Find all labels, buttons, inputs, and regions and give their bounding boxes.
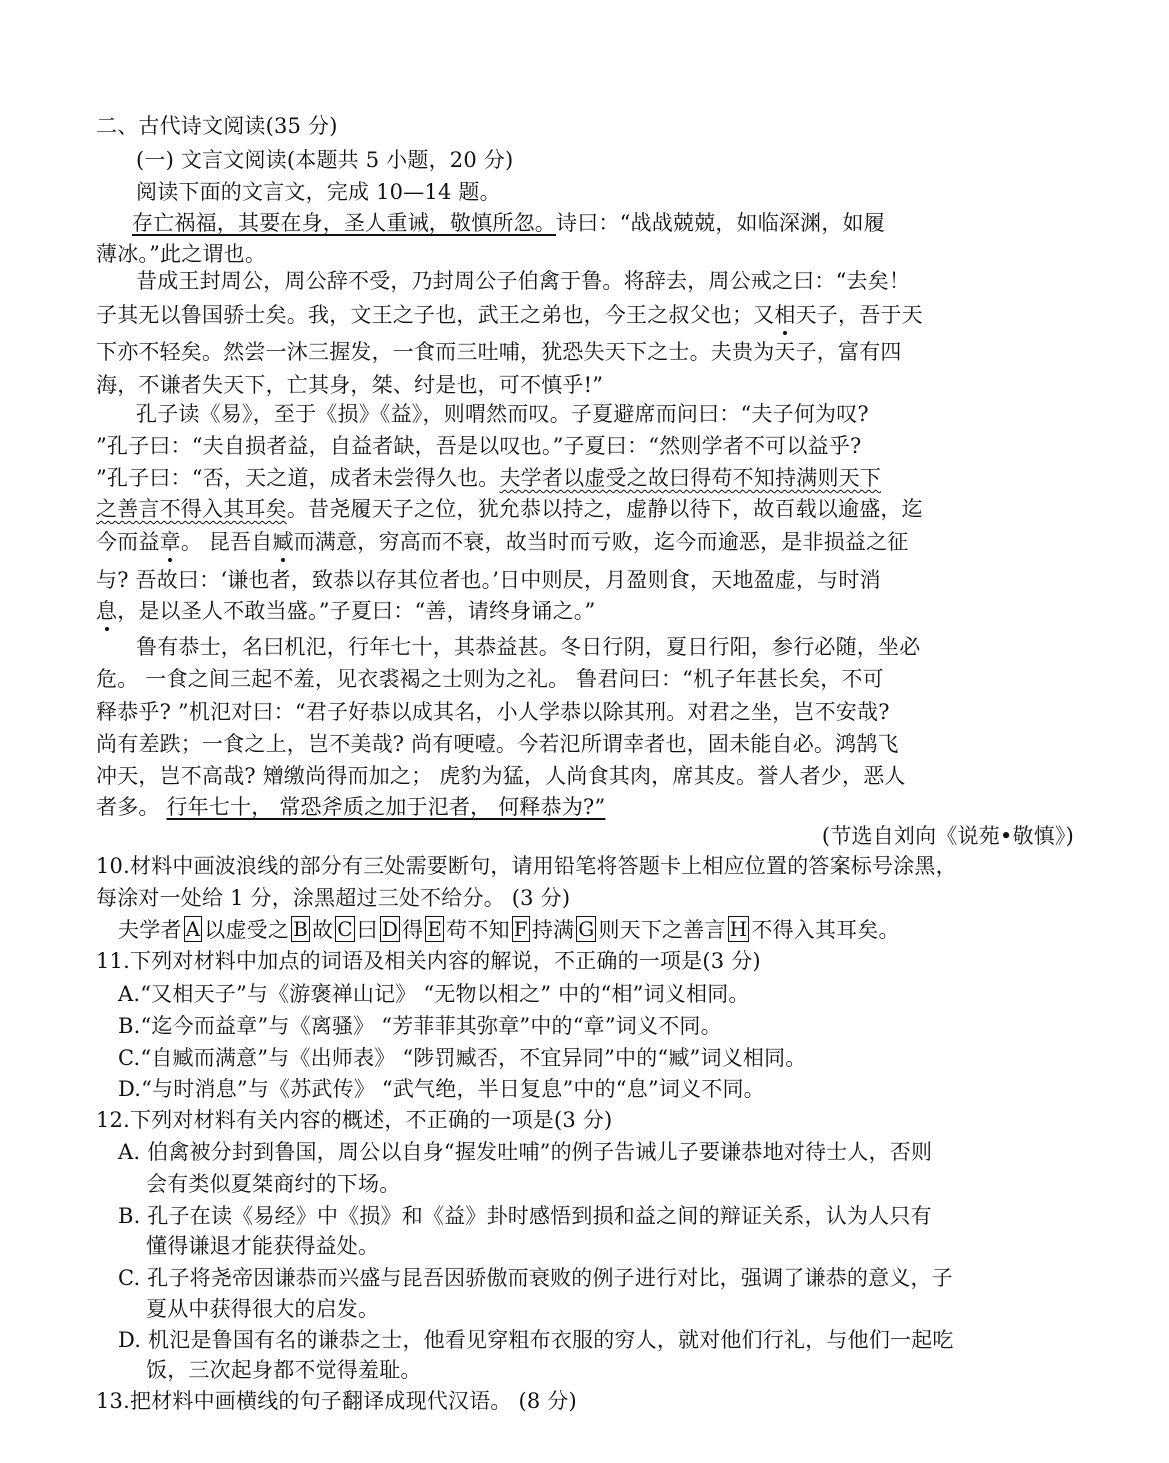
passage-p4-line6: 者多。 行年七十， 常恐斧质之加于氾者， 何释恭为?”: [96, 795, 606, 819]
passage-p2-line4: 海，不谦者失天下，亡其身，桀、纣是也，可不慎乎!”: [96, 373, 604, 397]
wavy-segment-2: 之善言不得入其耳矣: [96, 497, 287, 521]
section-subtitle: (一) 文言文阅读(本题共 5 小题，20 分): [136, 148, 514, 172]
passage-p2-line1: 昔成王封周公，周公辞不受，乃封周公子伯禽于鲁。将辞去，周公戒之曰：“去矣！: [136, 269, 911, 293]
passage-p3-line2: ”孔子曰：“夫自损者益，自益者缺，吾是以叹也。”子夏曰：“然则学者不可以益乎?: [96, 434, 862, 458]
q12-option-a-line1[interactable]: A. 伯禽被分封到鲁国，周公以自身“握发吐哺”的例子告诫儿子要谦恭地对待士人，否则: [118, 1140, 933, 1164]
q12-option-a-line2: 会有类似夏桀商纣的下场。: [146, 1172, 401, 1196]
q12-option-b-line1[interactable]: B. 孔子在读《易经》中《损》和《益》卦时感悟到损和益之间的辩证关系，认为人只有: [118, 1204, 932, 1228]
q10-stem: 10.材料中画波浪线的部分有三处需要断句，请用铅笔将答题卡上相应位置的答案标号涂黑，: [96, 854, 957, 878]
break-mark-b[interactable]: B: [293, 917, 308, 941]
passage-p4-line4: 尚有差跌；一食之上，岂不美哉? 尚有哽噎。今若氾所谓幸者也，固未能自必。鸿鹄飞: [96, 732, 899, 756]
q10-stem-2: 每涂对一处给 1 分，涂黑超过三处不给分。 (3 分): [96, 886, 571, 910]
passage-p1-line1: 存亡祸福，其要在身，圣人重诫，敬慎所忽。诗曰：“战战兢兢，如临深渊，如履: [132, 211, 885, 235]
passage-p3-line7: 息，是以圣人不敢当盛。”子夏曰：“善，请终身诵之。”: [96, 599, 596, 623]
passage-p4-line3: 释恭乎? ”机氾对曰：“君子好恭以成其名，小人学恭以除其刑。对君之坐，岂不安哉?: [96, 700, 890, 724]
q11-option-d[interactable]: D.“与时消息”与《苏武传》 “武气绝，半日复息”中的“息”词义不同。: [118, 1077, 765, 1101]
q12-option-b-line2: 懂得谦退才能获得益处。: [146, 1234, 380, 1258]
underlined-sentence-1: 存亡祸福，其要在身，圣人重诫，敬慎所忽。: [132, 211, 556, 235]
break-mark-d[interactable]: D: [381, 917, 399, 941]
dotted-word-xiang: 相: [774, 303, 796, 327]
break-mark-h[interactable]: H: [729, 917, 748, 941]
dotted-word-xi: 息: [96, 599, 118, 623]
passage-p3-line3: ”孔子曰：“否，天之道，成者未尝得久也。夫学者以虚受之故曰得苟不知持满则天下: [96, 466, 882, 490]
passage-source: (节选自刘向《说苑•敬慎》): [821, 824, 1074, 848]
break-mark-a[interactable]: A: [185, 917, 201, 941]
break-mark-e[interactable]: E: [427, 917, 443, 941]
passage-p4-line2: 危。 一食之间三起不羞，见衣裘褐之士则为之礼。 鲁君问曰：“机子年甚长矣，不可: [96, 667, 884, 691]
section-instruction: 阅读下面的文言文，完成 10—14 题。: [136, 180, 501, 204]
q12-option-d-line2: 饭，三次起身都不觉得羞耻。: [146, 1358, 422, 1382]
q11-stem: 11.下列对材料中加点的词语及相关内容的解说，不正确的一项是(3 分): [96, 949, 761, 973]
passage-p4-line1: 鲁有恭士，名曰机氾，行年七十，其恭益甚。冬日行阴，夏日行阳，参行必随，坐必: [136, 635, 921, 659]
passage-p3-line5: 今而益章。 昆吾自臧而满意，穷高而不衰，故当时而亏败，迄今而逾恶，是非损益之征: [96, 530, 909, 554]
passage-p4-line5: 冲天，岂不高哉? 矰缴尚得而加之； 虎豹为猛，人尚食其肉，席其皮。誉人者少，恶人: [96, 764, 906, 788]
break-mark-c[interactable]: C: [337, 917, 353, 941]
break-mark-g[interactable]: G: [578, 917, 595, 941]
q13-stem: 13.把材料中画横线的句子翻译成现代汉语。 (8 分): [96, 1389, 577, 1413]
q12-option-c-line1[interactable]: C. 孔子将尧帝因谦恭而兴盛与昆吾因骄傲而衰败的例子进行对比，强调了谦恭的意义，子: [118, 1266, 953, 1290]
q11-option-c[interactable]: C.“自臧而满意”与《出师表》 “陟罚臧否，不宜异同”中的“臧”词义相同。: [118, 1046, 807, 1070]
passage-p3-line6: 与? 吾故曰：‘谦也者，致恭以存其位者也。’日中则昃，月盈则食，天地盈虚，与时消: [96, 568, 881, 592]
break-mark-f[interactable]: F: [513, 917, 528, 941]
q12-stem: 12.下列对材料有关内容的概述，不正确的一项是(3 分): [96, 1108, 613, 1132]
q12-option-c-line2: 夏从中获得很大的启发。: [146, 1297, 380, 1321]
passage-p1-line2: 薄冰。”此之谓也。: [96, 242, 267, 266]
q11-option-b[interactable]: B.“迄今而益章”与《离骚》 “芳菲菲其弥章”中的“章”词义不同。: [118, 1014, 722, 1038]
passage-p2-line3: 下亦不轻矣。然尝一沐三握发，一食而三吐哺，犹恐失天下之士。夫贵为天子，富有四: [96, 340, 902, 364]
dotted-word-zang: 臧: [272, 530, 294, 554]
passage-p3-line4: 之善言不得入其耳矣。昔尧履天子之位，犹允恭以持之，虚静以待下，故百载以逾盛，迄: [96, 497, 923, 521]
dotted-word-zhang: 章: [159, 530, 181, 554]
passage-p3-line1: 孔子读《易》，至于《损》《益》，则喟然而叹。子夏避席而问曰：“夫子何为叹?: [136, 402, 869, 426]
wavy-segment-1: 夫学者以虚受之故曰得苟不知持满则天下: [499, 466, 882, 490]
passage-p2-line2: 子其无以鲁国骄士矣。我，文王之子也，武王之弟也，今王之叔父也；又相天子，吾于天: [96, 303, 923, 327]
underlined-sentence-2: 行年七十， 常恐斧质之加于氾者， 何释恭为?”: [166, 795, 606, 819]
q11-option-a[interactable]: A.“又相天子”与《游褒禅山记》 “无物以相之” 中的“相”词义相同。: [118, 982, 750, 1006]
q12-option-d-line1[interactable]: D. 机氾是鲁国有名的谦恭之士，他看见穿粗布衣服的穷人，就对他们行礼，与他们一起吃: [118, 1328, 954, 1352]
q10-break-options: 夫学者 A 以虚受之 B 故 C 曰 D 得 E 苟不知 F 持满 G 则天下之善言 H 不得入其耳矣。: [118, 917, 900, 942]
section-title: 二、古代诗文阅读(35 分): [96, 114, 338, 138]
